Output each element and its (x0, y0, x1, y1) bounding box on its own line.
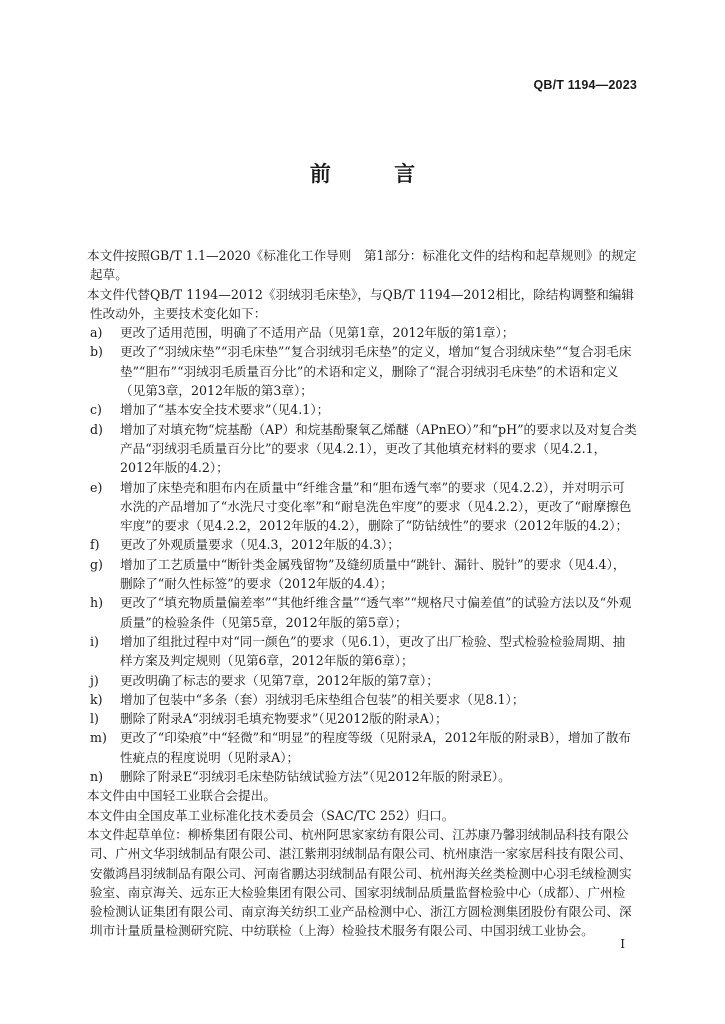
list-item: n) 删除了附录E“羽绒羽毛床垫防钻绒试验方法”（见2012年版的附录E）。 (90, 769, 511, 785)
list-item: m) 更改了“印染痕”中“轻微”和“明显”的程度等级（见附录A，2012年版的附录B），增加了散布性疵点的程度说明（见附录A）； (90, 730, 631, 765)
list-item: k) 增加了包装中“多条（套）羽绒羽毛床垫组合包装”的相关要求（见8.1）； (90, 691, 525, 707)
page-number: I (620, 937, 625, 951)
list-item: e) 增加了床垫壳和胆布内在质量中“纤维含量”和“胆布透气率”的要求（见4.2.2），并对明示可水洗的产品增加了“水洗尺寸变化率”和“耐皂洗色牢度”的要求（见4.2.2），更改了“耐摩擦色牢度”的要求（见4.2.2，2012年版的4.2），删除了“防钻绒性”的要求（2012年版的4.2）； (90, 479, 632, 534)
proposer-paragraph: 本文件由中国轻工业联合会提出。 (87, 788, 276, 804)
list-item: d) 增加了对填充物“烷基酚（AP）和烷基酚聚氧乙烯醚（APnEO）”和“pH”的要求以及对复合类产品“羽绒羽毛质量百分比”的要求（见4.2.1），更改了其他填充材料的要求（见4.2.1，2012年版的4.2）； (90, 421, 637, 476)
list-item: i) 增加了组批过程中对“同一颜色”的要求（见6.1），更改了出厂检验、型式检验检验周期、抽样方案及判定规则（见第6章，2012年版的第6章）； (90, 633, 626, 669)
document-body (87, 246, 637, 941)
committee-paragraph: 本文件由全国皮革工业标准化技术委员会（SAC/TC 252）归口。 (87, 807, 455, 823)
list-item: b) 更改了“羽绒床垫”“羽毛床垫”“复合羽绒羽毛床垫”的定义，增加“复合羽绒床垫”“复合羽毛床垫”“胆布”“羽绒羽毛质量百分比”的术语和定义，删除了“混合羽绒羽毛床垫”的术语和定义（见第3章，2012年版的第3章）； (90, 344, 632, 399)
list-item: h) 更改了“填充物质量偏差率”“其他纤维含量”“透气率”“规格尺寸偏差值”的试验方法以及“外观质量”的检验条件（见第5章，2012年版的第5章）； (90, 595, 632, 630)
list-item: l) 删除了附录A“羽绒羽毛填充物要求”（见2012版的附录A）； (90, 711, 448, 727)
page-title: 前 言 (309, 162, 444, 186)
list-item: c) 增加了“基本安全技术要求”（见4.1）； (90, 402, 330, 418)
list-item: g) 增加了工艺质量中“断针类金属残留物”及缝纫质量中“跳针、漏针、脱针”的要求（见4.4），删除了“耐久性标签”的要求（2012年版的4.4）； (90, 556, 626, 592)
changes-list (90, 323, 637, 786)
list-item: j) 更改明确了标志的要求（见第7章，2012年版的第7章）； (90, 672, 439, 688)
list-item: a) 更改了适用范围，明确了不适用产品（见第1章，2012年版的第1章）； (90, 325, 515, 341)
drafters-paragraph: 本文件起草单位：柳桥集团有限公司、杭州阿思家家纺有限公司、江苏康乃馨羽绒制品科技有限公司、广州文华羽绒制品有限公司、湛江紫荆羽绒制品有限公司、杭州康浩一家家居科技有限公司、安徽鸿昌羽绒制品有限公司、河南省鹏达羽绒制品有限公司、杭州海关丝类检测中心羽毛绒检测实验室、南京海关、远东正大检验集团有限公司、国家羽绒制品质量监督检验中心（成都）、广州检验检测认证集团有限公司、南京海关纺织工业产品检测中心、浙江方圆检测集团股份有限公司、深圳市计量质量检测研究院、中纺联检（上海）检验技术服务有限公司、中国羽绒工业协会。 (87, 826, 632, 939)
intro-paragraph: 本文件代替QB/T 1194—2012《羽绒羽毛床垫》，与QB/T 1194—2012相比，除结构调整和编辑性改动外，主要技术变化如下： (87, 286, 634, 321)
standard-code: QB/T 1194—2023 (533, 78, 637, 92)
intro-paragraph: 本文件按照GB/T 1.1—2020《标准化工作导则 第1部分：标准化文件的结构和起草规则》的规定起草。 (87, 248, 637, 283)
list-item: f) 更改了外观质量要求（见4.3，2012年版的4.3）； (90, 537, 400, 553)
